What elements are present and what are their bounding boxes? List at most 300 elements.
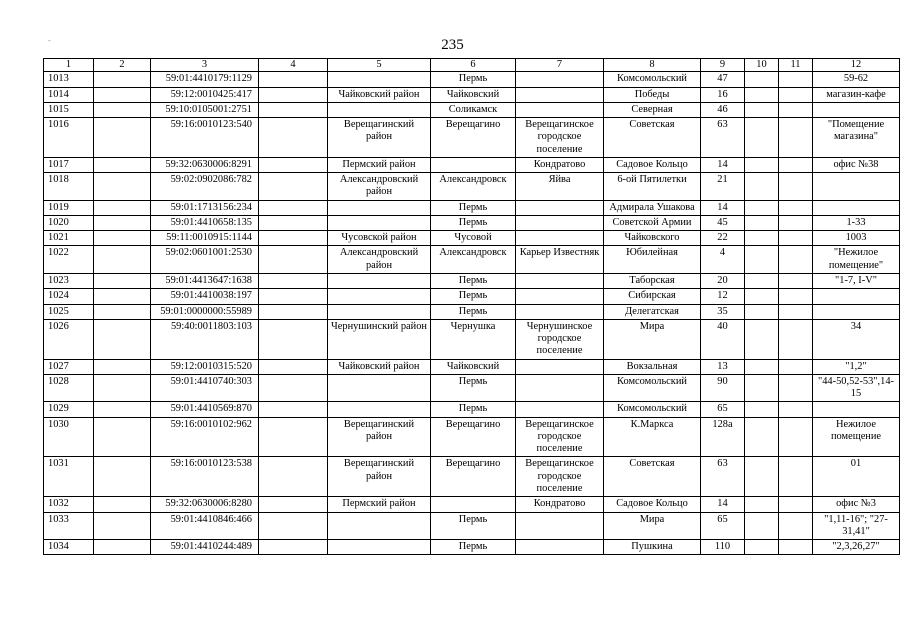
cell-col-7 (516, 374, 604, 402)
column-header-12: 12 (813, 59, 900, 72)
cell-col-3: 59:01:4410244:489 (151, 540, 259, 555)
cell-col-5: Верещагинский район (328, 417, 431, 457)
cell-col-4 (259, 118, 328, 158)
cell-col-4 (259, 497, 328, 512)
cell-col-11 (779, 87, 813, 102)
cell-col-12: 1003 (813, 231, 900, 246)
registry-table (43, 58, 900, 555)
cell-col-9: 20 (701, 273, 745, 288)
table-row (44, 157, 900, 172)
cell-col-6: Пермь (431, 273, 516, 288)
cell-col-1: 1026 (44, 319, 94, 359)
cell-col-1: 1019 (44, 200, 94, 215)
cell-col-10 (745, 540, 779, 555)
cell-col-6: Верещагино (431, 118, 516, 158)
cell-col-9: 65 (701, 512, 745, 540)
cell-col-1: 1022 (44, 246, 94, 274)
cell-col-4 (259, 304, 328, 319)
cell-col-12: 59-62 (813, 72, 900, 87)
cell-col-11 (779, 319, 813, 359)
cell-col-1: 1018 (44, 173, 94, 201)
cell-col-8: К.Маркса (604, 417, 701, 457)
cell-col-12 (813, 304, 900, 319)
cell-col-12: Нежилое помещение (813, 417, 900, 457)
table-row (44, 173, 900, 201)
cell-col-7: Карьер Известняк (516, 246, 604, 274)
cell-col-5: Пермский район (328, 497, 431, 512)
column-header-5: 5 (328, 59, 431, 72)
cell-col-10 (745, 512, 779, 540)
cell-col-9: 47 (701, 72, 745, 87)
cell-col-9: 63 (701, 118, 745, 158)
cell-col-1: 1030 (44, 417, 94, 457)
cell-col-1: 1028 (44, 374, 94, 402)
cell-col-9: 22 (701, 231, 745, 246)
cell-col-4 (259, 231, 328, 246)
cell-col-9: 14 (701, 157, 745, 172)
cell-col-8: Делегатская (604, 304, 701, 319)
cell-col-6 (431, 497, 516, 512)
cell-col-5 (328, 215, 431, 230)
cell-col-12: "1,2" (813, 359, 900, 374)
cell-col-5: Верещагинский район (328, 457, 431, 497)
cell-col-2 (94, 157, 151, 172)
table-row (44, 273, 900, 288)
cell-col-8: Комсомольский (604, 402, 701, 417)
cell-col-11 (779, 497, 813, 512)
cell-col-8: Северная (604, 102, 701, 117)
cell-col-3: 59:16:0010123:538 (151, 457, 259, 497)
cell-col-7 (516, 215, 604, 230)
cell-col-3: 59:02:0902086:782 (151, 173, 259, 201)
table-row (44, 512, 900, 540)
table-row (44, 402, 900, 417)
cell-col-11 (779, 72, 813, 87)
cell-col-8: Юбилейная (604, 246, 701, 274)
cell-col-3: 59:32:0630006:8280 (151, 497, 259, 512)
cell-col-10 (745, 417, 779, 457)
cell-col-2 (94, 215, 151, 230)
cell-col-2 (94, 72, 151, 87)
table-row (44, 246, 900, 274)
cell-col-12 (813, 402, 900, 417)
cell-col-5 (328, 374, 431, 402)
cell-col-10 (745, 359, 779, 374)
cell-col-8: Таборская (604, 273, 701, 288)
cell-col-7 (516, 102, 604, 117)
cell-col-6: Пермь (431, 540, 516, 555)
cell-col-4 (259, 359, 328, 374)
cell-col-1: 1025 (44, 304, 94, 319)
table-body (44, 72, 900, 555)
cell-col-11 (779, 359, 813, 374)
cell-col-10 (745, 273, 779, 288)
cell-col-12 (813, 173, 900, 201)
cell-col-12: "2,3,26,27" (813, 540, 900, 555)
cell-col-12: "Помещение магазина" (813, 118, 900, 158)
cell-col-5: Верещагинский район (328, 118, 431, 158)
cell-col-1: 1024 (44, 289, 94, 304)
cell-col-2 (94, 359, 151, 374)
cell-col-2 (94, 102, 151, 117)
cell-col-10 (745, 497, 779, 512)
cell-col-7 (516, 540, 604, 555)
cell-col-3: 59:10:0105001:2751 (151, 102, 259, 117)
cell-col-12: 01 (813, 457, 900, 497)
cell-col-6: Чайковский (431, 359, 516, 374)
cell-col-5 (328, 72, 431, 87)
table-row (44, 457, 900, 497)
cell-col-5: Пермский район (328, 157, 431, 172)
cell-col-4 (259, 173, 328, 201)
table-row (44, 374, 900, 402)
cell-col-7: Кондратово (516, 157, 604, 172)
cell-col-9: 40 (701, 319, 745, 359)
cell-col-2 (94, 417, 151, 457)
cell-col-10 (745, 87, 779, 102)
cell-col-12 (813, 289, 900, 304)
cell-col-6: Пермь (431, 512, 516, 540)
cell-col-11 (779, 157, 813, 172)
cell-col-10 (745, 173, 779, 201)
cell-col-5: Александровский район (328, 173, 431, 201)
cell-col-9: 46 (701, 102, 745, 117)
cell-col-8: Мира (604, 319, 701, 359)
table-row (44, 72, 900, 87)
cell-col-9: 14 (701, 200, 745, 215)
cell-col-10 (745, 246, 779, 274)
cell-col-6: Пермь (431, 402, 516, 417)
cell-col-1: 1017 (44, 157, 94, 172)
cell-col-1: 1023 (44, 273, 94, 288)
cell-col-5 (328, 289, 431, 304)
cell-col-3: 59:01:4410569:870 (151, 402, 259, 417)
cell-col-9: 14 (701, 497, 745, 512)
cell-col-1: 1034 (44, 540, 94, 555)
cell-col-8: Садовое Кольцо (604, 497, 701, 512)
cell-col-5: Чернушинский район (328, 319, 431, 359)
column-header-8: 8 (604, 59, 701, 72)
cell-col-8: Садовое Кольцо (604, 157, 701, 172)
cell-col-8: Сибирская (604, 289, 701, 304)
cell-col-8: Адмирала Ушакова (604, 200, 701, 215)
cell-col-10 (745, 157, 779, 172)
table-row (44, 231, 900, 246)
cell-col-1: 1016 (44, 118, 94, 158)
cell-col-4 (259, 87, 328, 102)
page-number: 235 (441, 37, 464, 53)
cell-col-10 (745, 402, 779, 417)
cell-col-3: 59:32:0630006:8291 (151, 157, 259, 172)
cell-col-5 (328, 304, 431, 319)
cell-col-7 (516, 231, 604, 246)
cell-col-11 (779, 246, 813, 274)
cell-col-11 (779, 304, 813, 319)
cell-col-9: 110 (701, 540, 745, 555)
cell-col-8: Советская (604, 118, 701, 158)
cell-col-4 (259, 215, 328, 230)
table-row (44, 417, 900, 457)
column-header-11: 11 (779, 59, 813, 72)
cell-col-6: Верещагино (431, 457, 516, 497)
cell-col-12: 1-33 (813, 215, 900, 230)
cell-col-5: Чайковский район (328, 359, 431, 374)
cell-col-2 (94, 87, 151, 102)
cell-col-1: 1027 (44, 359, 94, 374)
table-row (44, 359, 900, 374)
cell-col-10 (745, 200, 779, 215)
cell-col-2 (94, 231, 151, 246)
cell-col-9: 12 (701, 289, 745, 304)
cell-col-3: 59:12:0010315:520 (151, 359, 259, 374)
cell-col-2 (94, 273, 151, 288)
cell-col-1: 1032 (44, 497, 94, 512)
cell-col-3: 59:02:0601001:2530 (151, 246, 259, 274)
cell-col-9: 45 (701, 215, 745, 230)
cell-col-6 (431, 157, 516, 172)
column-header-3: 3 (151, 59, 259, 72)
cell-col-2 (94, 246, 151, 274)
cell-col-11 (779, 118, 813, 158)
cell-col-2 (94, 200, 151, 215)
cell-col-2 (94, 118, 151, 158)
cell-col-6: Чайковский (431, 87, 516, 102)
cell-col-7 (516, 402, 604, 417)
cell-col-6: Чернушка (431, 319, 516, 359)
cell-col-7 (516, 304, 604, 319)
cell-col-2 (94, 319, 151, 359)
cell-col-1: 1021 (44, 231, 94, 246)
cell-col-10 (745, 231, 779, 246)
cell-col-5 (328, 402, 431, 417)
cell-col-4 (259, 374, 328, 402)
cell-col-7: Верещагинское городское поселение (516, 417, 604, 457)
cell-col-11 (779, 102, 813, 117)
table-row (44, 118, 900, 158)
cell-col-4 (259, 157, 328, 172)
cell-col-9: 21 (701, 173, 745, 201)
cell-col-4 (259, 512, 328, 540)
cell-col-5: Александровский район (328, 246, 431, 274)
cell-col-7: Кондратово (516, 497, 604, 512)
cell-col-4 (259, 200, 328, 215)
cell-col-1: 1031 (44, 457, 94, 497)
cell-col-2 (94, 540, 151, 555)
cell-col-8: Комсомольский (604, 72, 701, 87)
cell-col-7: Верещагинское городское поселение (516, 118, 604, 158)
cell-col-6: Александровск (431, 246, 516, 274)
cell-col-10 (745, 374, 779, 402)
cell-col-11 (779, 374, 813, 402)
table-row (44, 304, 900, 319)
cell-col-1: 1020 (44, 215, 94, 230)
cell-col-8: Вокзальная (604, 359, 701, 374)
cell-col-10 (745, 289, 779, 304)
cell-col-4 (259, 72, 328, 87)
cell-col-7: Чернушинское городское поселение (516, 319, 604, 359)
cell-col-12 (813, 200, 900, 215)
cell-col-1: 1033 (44, 512, 94, 540)
cell-col-4 (259, 319, 328, 359)
cell-col-2 (94, 173, 151, 201)
cell-col-10 (745, 304, 779, 319)
cell-col-12: "Нежилое помещение" (813, 246, 900, 274)
table-row (44, 289, 900, 304)
cell-col-12: офис №38 (813, 157, 900, 172)
cell-col-3: 59:16:0010123:540 (151, 118, 259, 158)
table-row (44, 497, 900, 512)
cell-col-3: 59:01:4410658:135 (151, 215, 259, 230)
cell-col-10 (745, 319, 779, 359)
cell-col-4 (259, 273, 328, 288)
cell-col-7 (516, 512, 604, 540)
table-row (44, 87, 900, 102)
cell-col-9: 35 (701, 304, 745, 319)
cell-col-6: Чусовой (431, 231, 516, 246)
cell-col-12: 34 (813, 319, 900, 359)
cell-col-8: Советская (604, 457, 701, 497)
cell-col-10 (745, 102, 779, 117)
cell-col-7 (516, 289, 604, 304)
cell-col-4 (259, 540, 328, 555)
cell-col-2 (94, 304, 151, 319)
cell-col-6: Пермь (431, 200, 516, 215)
cell-col-4 (259, 102, 328, 117)
cell-col-4 (259, 289, 328, 304)
cell-col-9: 4 (701, 246, 745, 274)
cell-col-11 (779, 540, 813, 555)
cell-col-3: 59:01:4413647:1638 (151, 273, 259, 288)
cell-col-8: Пушкина (604, 540, 701, 555)
cell-col-5 (328, 200, 431, 215)
cell-col-12 (813, 102, 900, 117)
cell-col-10 (745, 457, 779, 497)
cell-col-8: Комсомольский (604, 374, 701, 402)
cell-col-6: Верещагино (431, 417, 516, 457)
cell-col-11 (779, 289, 813, 304)
cell-col-9: 65 (701, 402, 745, 417)
column-header-10: 10 (745, 59, 779, 72)
cell-col-2 (94, 289, 151, 304)
cell-col-12: "1-7, I-V" (813, 273, 900, 288)
cell-col-1: 1029 (44, 402, 94, 417)
cell-col-5 (328, 102, 431, 117)
cell-col-1: 1013 (44, 72, 94, 87)
cell-col-8: Победы (604, 87, 701, 102)
cell-col-7 (516, 359, 604, 374)
cell-col-11 (779, 457, 813, 497)
cell-col-3: 59:01:1713156:234 (151, 200, 259, 215)
cell-col-11 (779, 417, 813, 457)
cell-col-4 (259, 417, 328, 457)
cell-col-9: 63 (701, 457, 745, 497)
table-row (44, 215, 900, 230)
cell-col-8: Советской Армии (604, 215, 701, 230)
cell-col-4 (259, 246, 328, 274)
table-row (44, 319, 900, 359)
cell-col-4 (259, 457, 328, 497)
cell-col-7 (516, 273, 604, 288)
column-header-1: 1 (44, 59, 94, 72)
cell-col-4 (259, 402, 328, 417)
cell-col-3: 59:01:0000000:55989 (151, 304, 259, 319)
cell-col-9: 13 (701, 359, 745, 374)
cell-col-1: 1014 (44, 87, 94, 102)
cell-col-10 (745, 72, 779, 87)
cell-col-3: 59:01:4410846:466 (151, 512, 259, 540)
cell-col-7: Верещагинское городское поселение (516, 457, 604, 497)
table-row (44, 102, 900, 117)
cell-col-3: 59:40:0011803:103 (151, 319, 259, 359)
cell-col-7 (516, 87, 604, 102)
cell-col-5: Чайковский район (328, 87, 431, 102)
cell-col-11 (779, 231, 813, 246)
cell-col-11 (779, 215, 813, 230)
cell-col-12: офис №3 (813, 497, 900, 512)
column-header-9: 9 (701, 59, 745, 72)
cell-col-3: 59:11:0010915:1144 (151, 231, 259, 246)
cell-col-2 (94, 402, 151, 417)
cell-col-11 (779, 200, 813, 215)
cell-col-11 (779, 273, 813, 288)
cell-col-6: Соликамск (431, 102, 516, 117)
cell-col-6: Пермь (431, 304, 516, 319)
cell-col-9: 16 (701, 87, 745, 102)
cell-col-6: Пермь (431, 374, 516, 402)
cell-col-5: Чусовской район (328, 231, 431, 246)
cell-col-10 (745, 215, 779, 230)
cell-col-6: Пермь (431, 72, 516, 87)
cell-col-6: Александровск (431, 173, 516, 201)
cell-col-3: 59:01:4410038:197 (151, 289, 259, 304)
cell-col-5 (328, 512, 431, 540)
table-row (44, 540, 900, 555)
cell-col-12: магазин-кафе (813, 87, 900, 102)
cell-col-3: 59:01:4410179:1129 (151, 72, 259, 87)
column-header-6: 6 (431, 59, 516, 72)
cell-col-12: "44-50,52-53",14-15 (813, 374, 900, 402)
cell-col-6: Пермь (431, 289, 516, 304)
cell-col-8: Чайковского (604, 231, 701, 246)
cell-col-11 (779, 173, 813, 201)
cell-col-2 (94, 512, 151, 540)
cell-col-2 (94, 374, 151, 402)
cell-col-5 (328, 273, 431, 288)
cell-col-2 (94, 497, 151, 512)
cell-col-8: Мира (604, 512, 701, 540)
cell-col-3: 59:16:0010102:962 (151, 417, 259, 457)
cell-col-6: Пермь (431, 215, 516, 230)
cell-col-11 (779, 402, 813, 417)
cell-col-8: 6-ой Пятилетки (604, 173, 701, 201)
header-row (44, 59, 900, 72)
cell-col-1: 1015 (44, 102, 94, 117)
cell-col-7 (516, 72, 604, 87)
cell-col-7: Яйва (516, 173, 604, 201)
cell-col-9: 90 (701, 374, 745, 402)
cell-col-11 (779, 512, 813, 540)
cell-col-3: 59:12:0010425:417 (151, 87, 259, 102)
cell-col-5 (328, 540, 431, 555)
table-row (44, 200, 900, 215)
column-header-7: 7 (516, 59, 604, 72)
cell-col-12: "1,11-16"; "27-31,41" (813, 512, 900, 540)
cell-col-3: 59:01:4410740:303 (151, 374, 259, 402)
cell-col-9: 128а (701, 417, 745, 457)
cell-col-2 (94, 457, 151, 497)
column-header-2: 2 (94, 59, 151, 72)
cell-col-7 (516, 200, 604, 215)
